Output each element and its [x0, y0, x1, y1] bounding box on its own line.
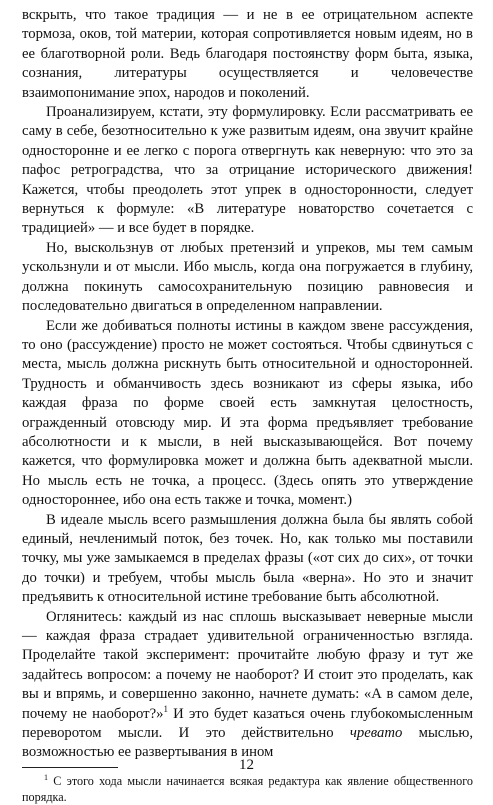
footnote-reference[interactable]: 1	[163, 703, 168, 714]
emphasized-word: чревато	[349, 725, 403, 742]
paragraph-6-part-3: мыслью, возможностью ее развертывания в ином	[22, 725, 473, 761]
paragraph-6-part-1: Оглянитесь: каждый из нас сплошь высказывает неверные мысли — каждая фраза страдает удивительной ограниченностью взгляда. Проделайте такой эксперимент: прочитайте любую фразу и тут же задайтесь вопросом: а почему не наоборот? И стоит это проделать, как вы и впрямь, и совершенно законно, начнете думать: «А в самом деле, почему не наоборот?»	[22, 608, 473, 722]
body-text	[22, 6, 473, 763]
footnote-mark: 1	[44, 772, 48, 782]
paragraph-6-part-2: И это будет казаться очень глубокомысленным переворотом мысли. И это действительно	[22, 705, 474, 742]
paragraph-1: вскрыть, что такое традиция — и не в ее отрицательном аспекте тормоза, оков, той материи, которая сопротивляется новым идеям, но в ее благотворной роли. Ведь благодаря постоянству форм быта, языка, сознания, литературы осуществляется и человечестве взаимопонимание эпох, народов и поколений.	[22, 7, 473, 101]
paragraph-5: В идеале мысль всего размышления должна была бы являть собой единый, нечленимый поток, без точек. Но, как только мы поставили точку, мы уже замыкаемся в пределах фразы («от сих до сих», от точки до точки) и требуем, чтобы мысль была «верна». Но это и значит предъявить к относительной истине требование быть абсолютной.	[22, 511, 473, 606]
paragraph-3: Но, выскользнув от любых претензий и упреков, мы тем самым ускользнули и от мысли. Ибо мысль, когда она погружается в глубину, должна покинуть самосохранительную позицию равновесия и последовательно двигаться в определенном направлении.	[22, 239, 473, 315]
paragraph-4: Если же добиваться полноты истины в каждом звене рассуждения, то оно (рассуждение) просто не может состояться. Чтобы сдвинуться с места, мысль должна рискнуть быть относительной и односторонней. Трудность и обманчивость здесь возникают из сферы языка, ибо каждая фраза по форме своей есть замкнутая целостность, огражденный отовсюду мир. И эта форма предъявляет требование абсолютности и к мысли, в ней высказывающейся. Вот почему кажется, что формулировка может и должна быть адекватной мысли. Но мысль есть не точка, а процесс. (Здесь опять это утверждение одностороннее, ибо она есть также и точка, момент.)	[22, 317, 473, 509]
paragraph-2: Проанализируем, кстати, эту формулировку. Если рассматривать ее саму в себе, безотносительно к уже развитым идеям, она звучит крайне односторонне и ее легко с порога отвергнуть как неверную: что это за пафос ретроградства, что за отрицание исторического движения! Кажется, чтобы преодолеть этот упрек в односторонности, следует вернуться к формуле: «В литературе новаторство сочетается с традицией» — и все будет в порядке.	[22, 104, 473, 237]
page-number: 12	[239, 757, 254, 773]
footnote-text: С этого хода мысли начинается всякая редактура как явление общественного порядка.	[22, 773, 473, 804]
paragraph-6	[22, 608, 473, 763]
footnote	[22, 773, 473, 805]
